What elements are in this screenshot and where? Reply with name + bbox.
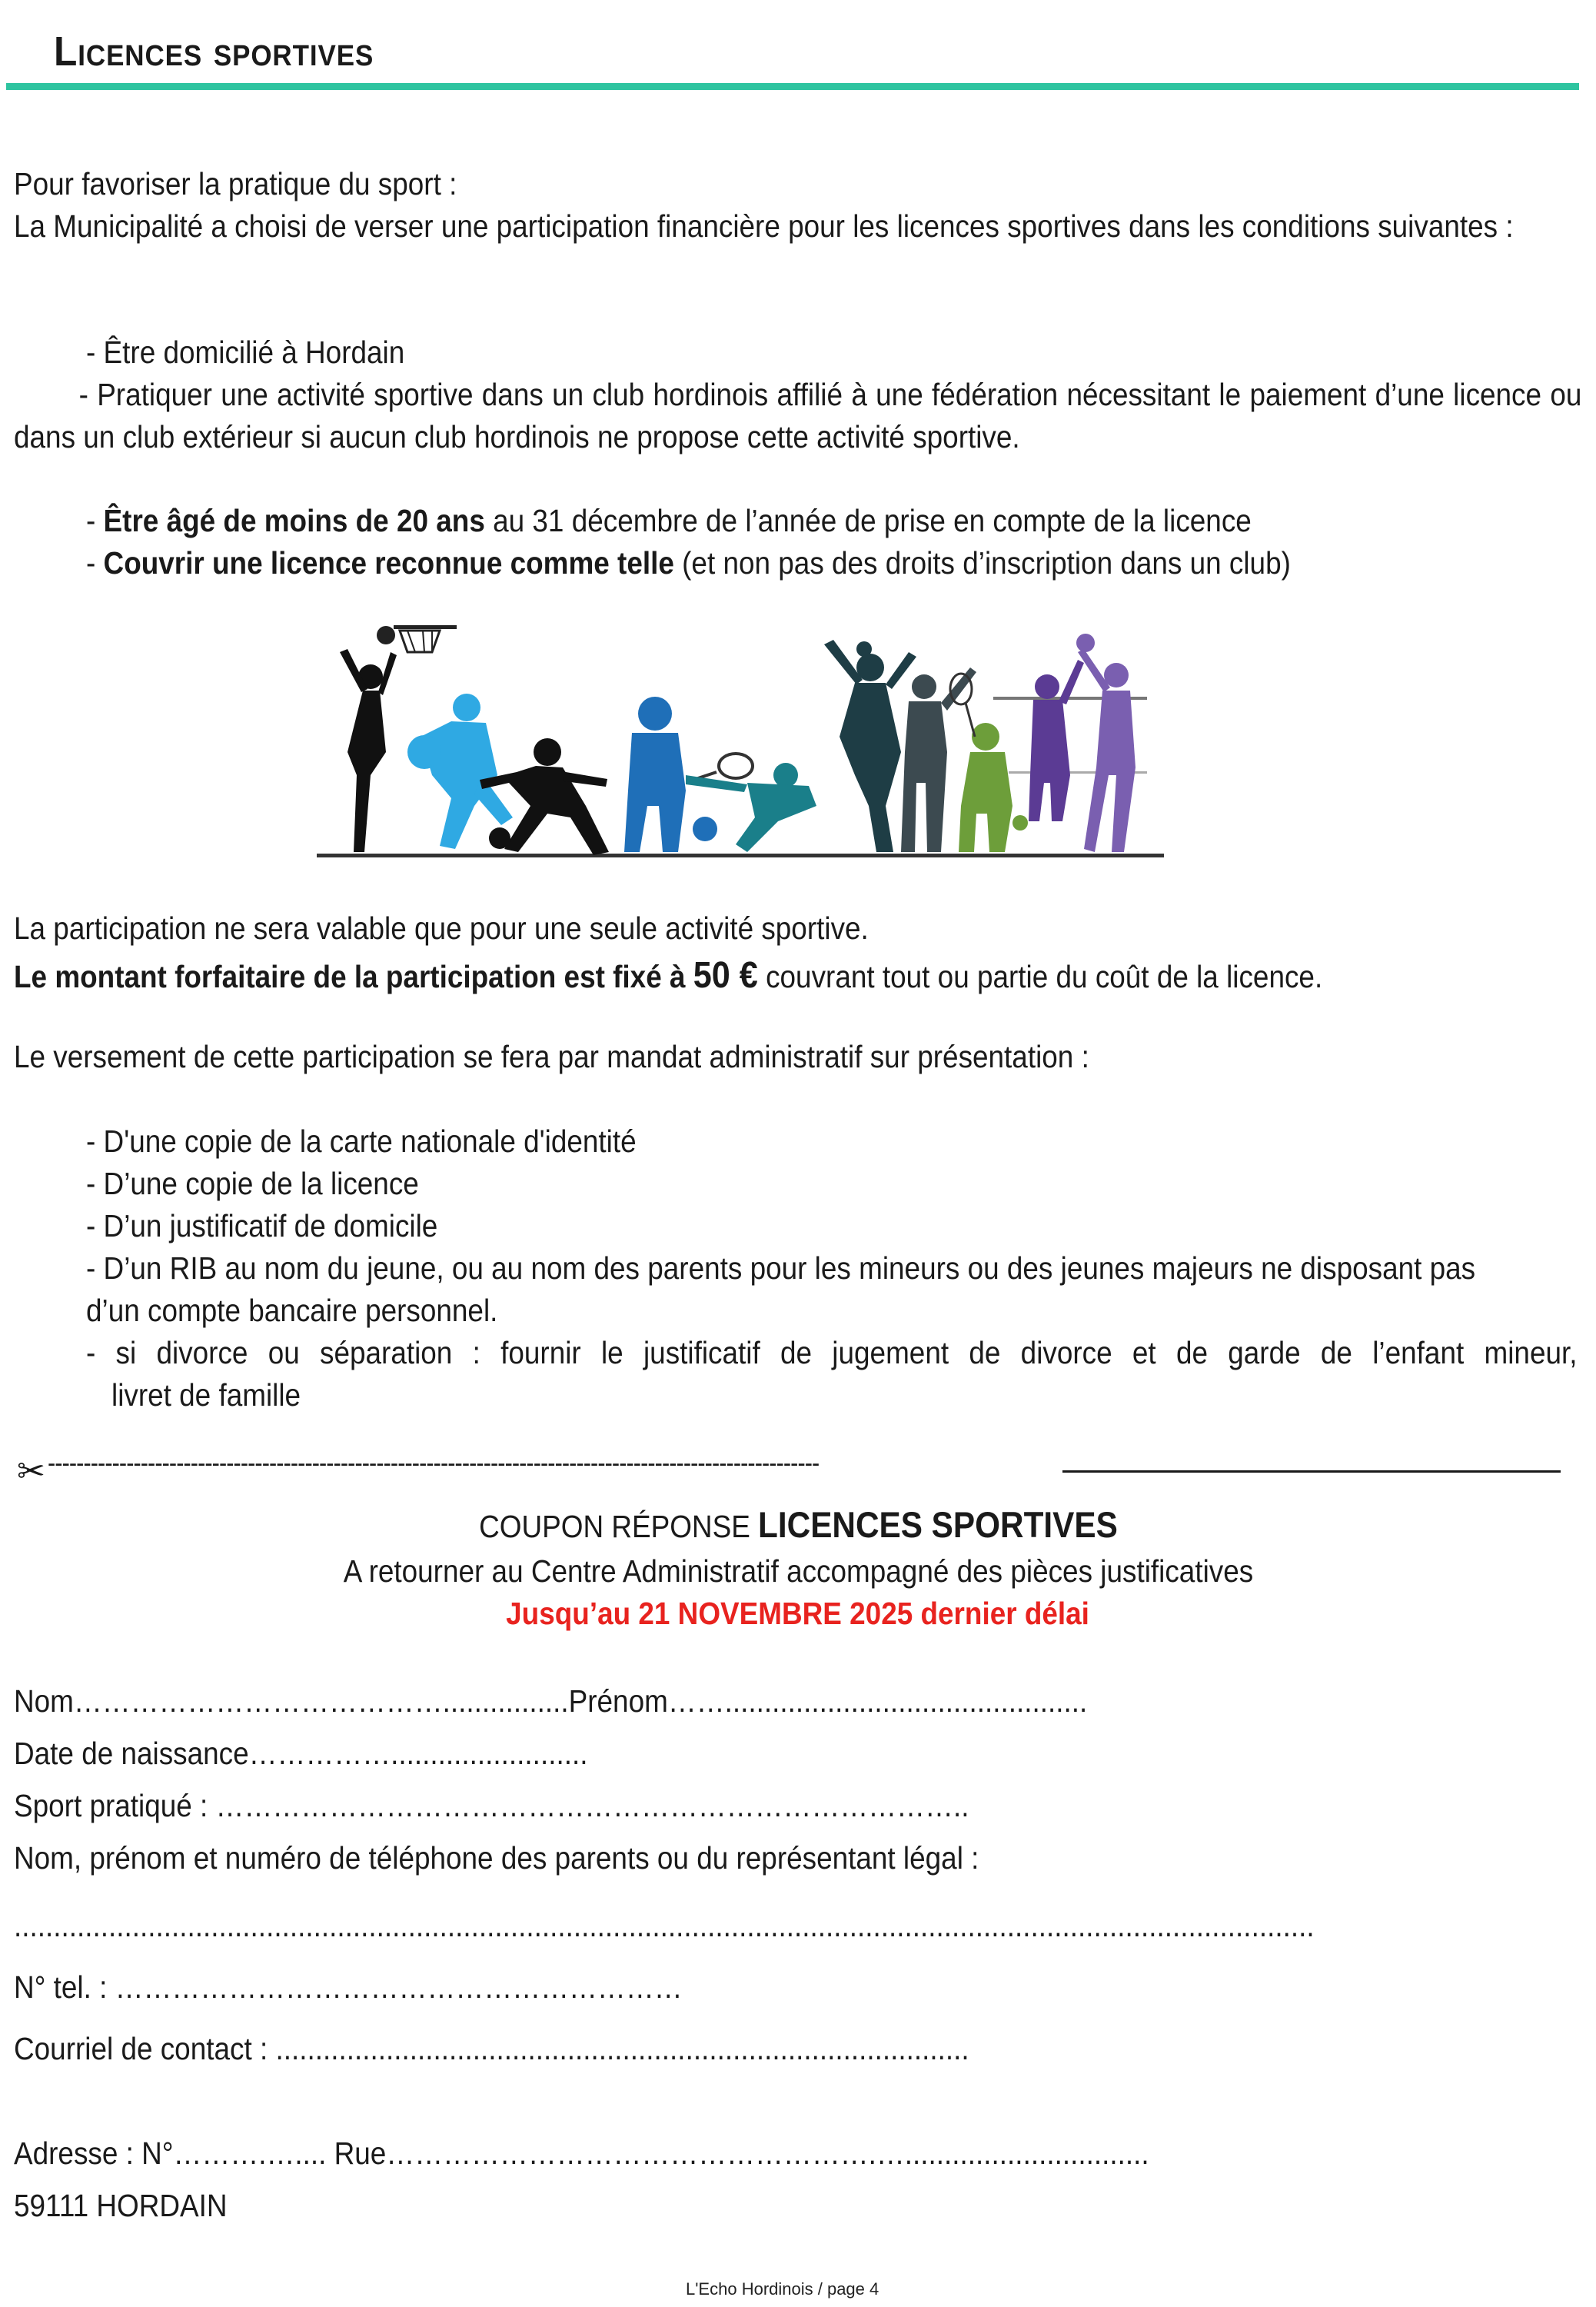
participation-single-activity: La participation ne sera valable que pour une seule activité sportive. (14, 910, 869, 946)
page-title: Licences sportives (54, 28, 374, 75)
title-underline (6, 83, 1579, 90)
light-blue-player-silhouette (407, 694, 513, 849)
form-name-field[interactable]: Nom…………………………………................Prénom…….............................................. (14, 1683, 1088, 1719)
document-rib-line-2: d’un compte bancaire personnel. (86, 1293, 498, 1328)
participation-amount-bold: Le montant forfaitaire de la participation est fixé à (14, 959, 693, 994)
form-phone-field[interactable]: N° tel. : …………………………………………………… (14, 1969, 683, 2005)
form-parents-field[interactable]: ..................................................................................................................................................................... (14, 1908, 1315, 1943)
condition-age-bold: Être âgé de moins de 20 ans (103, 503, 485, 538)
runner-silhouette (624, 697, 717, 852)
form-city: 59111 HORDAIN (14, 2188, 228, 2223)
document-divorce-line-1: - si divorce ou séparation : fournir le justificatif de jugement de divorce et de garde de l’enfant mineur, (86, 1335, 1578, 1370)
condition-licence: - Couvrir une licence reconnue comme telle (et non pas des droits d’inscription dans un club) (86, 545, 1291, 581)
coupon-return-text: A retourner au Centre Administratif accompagné des pièces justificatives (343, 1553, 1253, 1589)
form-birthdate-field[interactable]: Date de naissance……………......................... (14, 1736, 588, 1771)
scissors-icon: ✂ (17, 1452, 45, 1491)
condition-age: - Être âgé de moins de 20 ans au 31 décembre de l’année de prise en compte de la licence (86, 503, 1252, 538)
cut-solid-line (1062, 1470, 1561, 1473)
payment-intro: Le versement de cette participation se fera par mandat administratif sur présentation : (14, 1039, 1089, 1074)
participation-amount-value: 50 € (693, 955, 758, 996)
basketball-hoop-icon (377, 625, 457, 652)
document-proof-of-address: - D’un justificatif de domicile (86, 1208, 438, 1243)
page-footer: L'Echo Hordinois / page 4 (686, 2279, 879, 2299)
tennis-racket-icon (693, 754, 753, 780)
document-identity-card: - D'une copie de la carte nationale d'identité (86, 1124, 637, 1159)
condition-licence-rest: (et non pas des droits d’inscription dans un club) (673, 545, 1291, 581)
defender-silhouette (480, 738, 609, 855)
condition-age-rest: au 31 décembre de l’année de prise en compte de la licence (484, 503, 1252, 538)
coupon-heading-light: COUPON RÉPONSE (478, 1509, 758, 1544)
coupon-deadline-text: Jusqu’au 21 NOVEMBRE 2025 dernier délai (506, 1596, 1090, 1631)
coupon-deadline (0, 1593, 1596, 1635)
document-licence-copy: - D’une copie de la licence (86, 1166, 419, 1201)
document-rib-line-1: - D’un RIB au nom du jeune, ou au nom des parents pour les mineurs ou des jeunes majeurs ne disposant pas (86, 1250, 1476, 1286)
participation-amount-line (14, 954, 1322, 998)
coupon-return-line (0, 1550, 1596, 1593)
tennis-player-silhouette (950, 674, 1028, 852)
cut-dashes: ------------------------------------------------------------------------------------------------------------ (48, 1449, 820, 1478)
coupon-heading (0, 1503, 1596, 1548)
sports-silhouettes-illustration (317, 621, 1164, 867)
condition-licence-bold: Couvrir une licence reconnue comme telle (103, 545, 674, 581)
condition-club: - Pratiquer une activité sportive dans un club hordinois affilié à une fédération nécessitant le paiement d’une licence ou dans un club extérieur si aucun club hordinois ne propose cette activité sportive. (14, 377, 1582, 454)
intro-line-2: La Municipalité a choisi de verser une participation financière pour les licences sportives dans les conditions suivantes : (14, 208, 1514, 244)
document-divorce-line-2: livret de famille (111, 1377, 301, 1413)
condition-residence: - Être domicilié à Hordain (86, 335, 405, 370)
participation-amount-rest: couvrant tout ou partie du coût de la licence. (757, 959, 1323, 994)
form-sport-field[interactable]: Sport pratiqué : …………………………………………………………………….. (14, 1788, 969, 1823)
ground-line (317, 854, 1164, 857)
violet-volleyball-player-silhouette (1076, 634, 1135, 852)
form-email-field[interactable]: Courriel de contact : ........................................................................................ (14, 2031, 969, 2066)
basketball-player-silhouette (340, 649, 397, 852)
form-parents-label: Nom, prénom et numéro de téléphone des parents ou du représentant légal : (14, 1840, 979, 1876)
purple-volleyball-player-silhouette (1029, 660, 1084, 821)
coupon-heading-bold: LICENCES SPORTIVES (757, 1504, 1118, 1545)
form-address-field[interactable]: Adresse : N°……….….... Rue…………………………………………….…............................... (14, 2136, 1149, 2171)
intro-line-1: Pour favoriser la pratique du sport : (14, 166, 457, 201)
